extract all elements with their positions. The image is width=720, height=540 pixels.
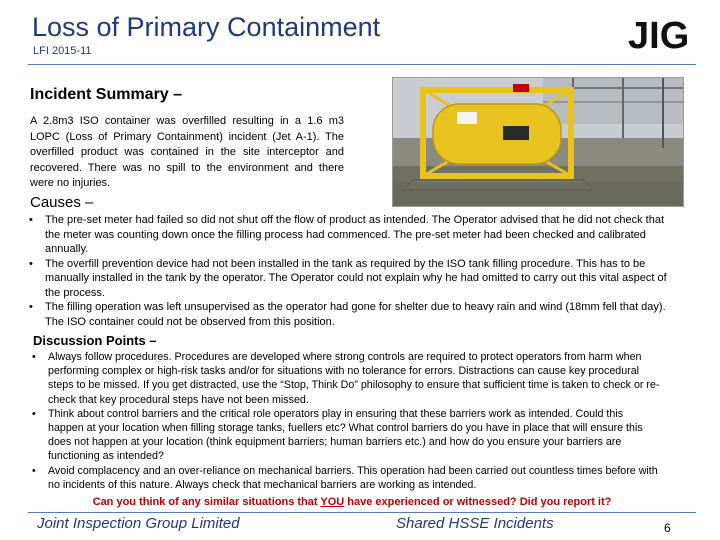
cause-item [29,257,669,301]
discussion-list [32,350,660,492]
discussion-text: Think about control barriers and the critical role operators play in ensuring that these barriers work as intended. Could this happen at your location when filling storage tanks, fuellers etc? What control barriers do you have in place that will ensure this does not happen at your location (think equipment barriers; human barriers etc.) and how do you ensure your barriers are functioning as intended? [48,407,643,463]
iso-container-photo [392,77,684,207]
cause-text: The overfill prevention device had not been installed in the tank as required by the ISO tank filling procedure. This has to be manually installed in the tank by the operator. The Operator could not explain why he had omitted to carry out this vital aspect of the process. [45,257,667,299]
discussion-item [32,350,660,407]
page-title: Loss of Primary Containment [32,12,381,42]
cause-item [29,213,669,257]
page-number: 6 [664,521,671,535]
discussion-text: Always follow procedures. Procedures are developed where strong controls are required to protect operators from harm when performing complex or high-risk tasks and/or for situations with no tolerance for errors. Distractions can cause key procedural steps to be missed. If you get distracted, use the “Stop, Think Do” philosophy to ensure that sufficient time is taken to check or re-check that key procedural steps have not been missed. [48,351,660,406]
bullet: • [29,214,33,226]
footer-organisation: Joint Inspection Group Limited [37,515,240,532]
discussion-item [32,407,660,464]
title-divider [28,64,696,65]
cause-text: The filling operation was left unsupervised as the operator had gone for shelter due to heavy rain and wind (18mm fell that day). The ISO container could not be observed from this position. [45,301,666,328]
discussion-text: Avoid complacency and an over-reliance on mechanical barriers. This operation had been carried out countless times before with no incidents of this nature. Always check that mechanical barriers are working as intended. [48,464,658,491]
iso-container-illustration [393,78,683,206]
jig-logo [626,8,698,60]
footer-divider [28,512,696,513]
summary-body: A 2.8m3 ISO container was overfilled resulting in a 1.6 m3 LOPC (Loss of Primary Containment) incident (Jet A-1). The overfilled product was contained in the site interceptor and recovered. There was no spill to the environment and there were no injuries. [30,115,344,189]
causes-heading: Causes – [30,194,94,211]
reflection-question [30,496,674,508]
discussion-heading: Discussion Points – [33,333,157,348]
bullet: • [32,351,36,363]
causes-list [29,213,669,329]
cause-item [29,300,669,329]
question-emphasis: YOU [320,496,345,508]
summary-heading: Incident Summary – [30,86,183,103]
bullet: • [29,257,33,270]
bullet: • [32,464,36,477]
question-end: have experienced or witnessed? Did you report it? [344,496,612,508]
discussion-item [32,464,660,492]
question-start: Can you think of any similar situations that [92,496,321,508]
footer-title: Shared HSSE Incidents [396,515,554,532]
cause-text: The pre-set meter had failed so did not shut off the flow of product as intended. The Operator advised that he did not check that the meter was counting down once the filling process had commenced. The pre-set meter had been checked and calibrated annually. [45,214,665,255]
page-subtitle: LFI 2015-11 [33,45,92,57]
bullet: • [32,407,36,420]
logo-text: JIG [628,15,690,57]
bullet: • [29,301,33,313]
jig-logo-graphic [626,8,698,60]
